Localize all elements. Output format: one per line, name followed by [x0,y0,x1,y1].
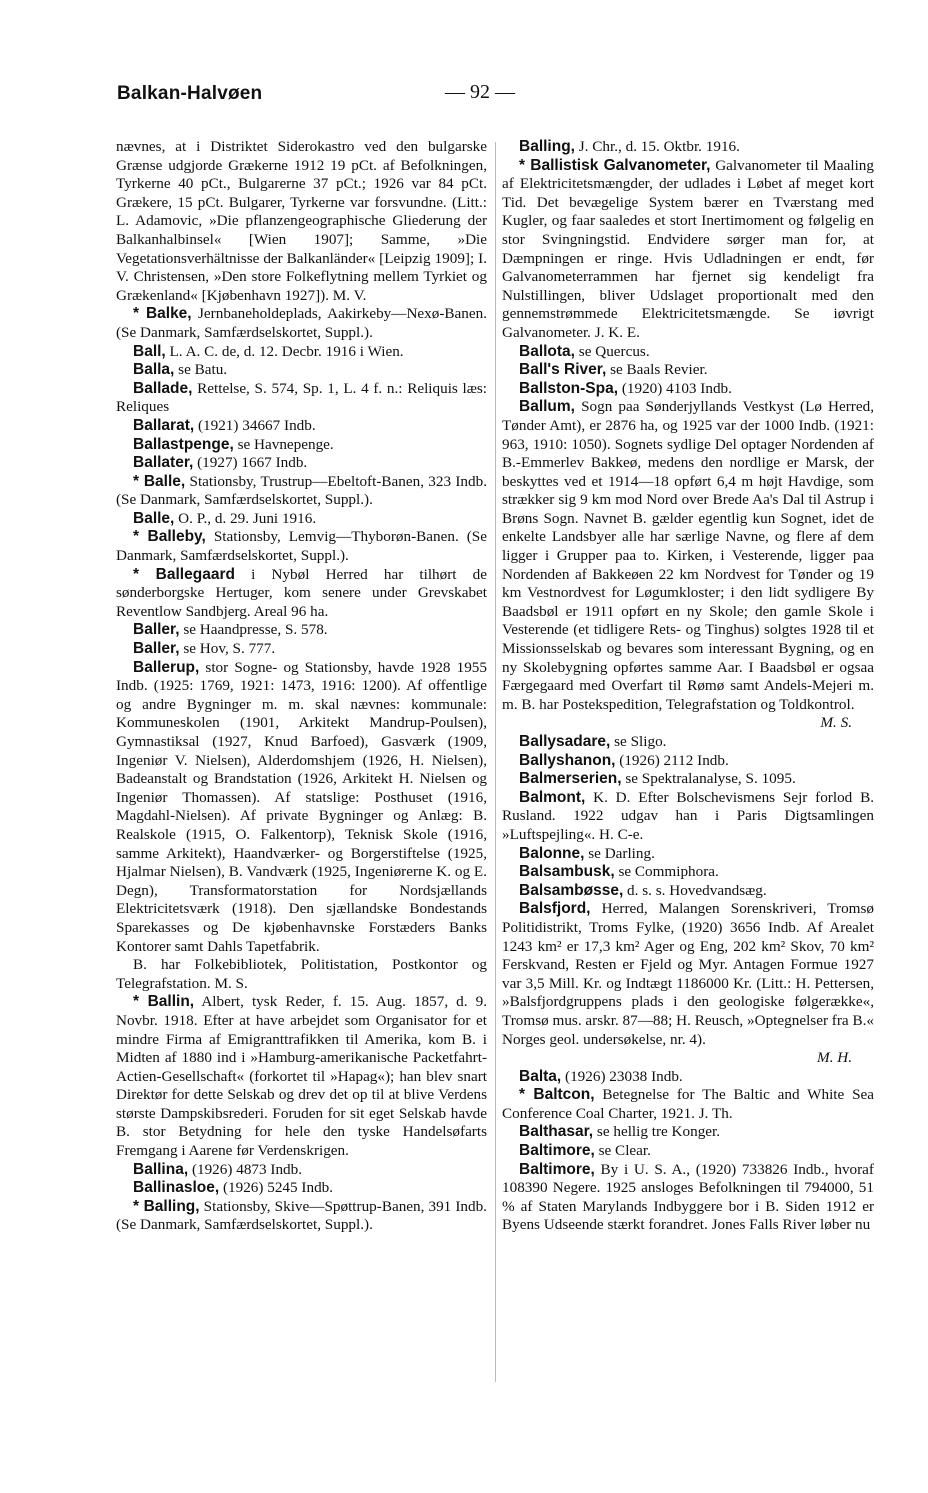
entry-headword: * Ballistisk Galvanometer, [519,156,711,174]
entry-headword: Ball, [133,342,166,360]
entry-text: se Clear. [594,1142,651,1160]
entry-headword: Ballastpenge, [133,435,234,453]
dictionary-entry [116,343,487,362]
entry-text: se Commiphora. [614,863,719,881]
entry-headword: Balthasar, [519,1123,594,1141]
entry-text: se Havnepenge. [233,435,334,453]
entry-text: L. A. C. de, d. 12. Decbr. 1916 i Wien. [165,342,404,360]
entry-text: Herred, Malangen Sorenskriveri, Tromsø Politidistrikt, Troms Fylke, (1920) 3656 Indb. Af Arealet 1243 km² er 17,3 km² Ager og Eng, 202 km² Skov, 70 km² Ferskvand, Resten er Fjeld og Myr. Antagen Formue 1927 var 3,5 Mill. Kr. og Indtægt 1186000 Kr. (Litt.: H. Pettersen, »Balsfjordgruppens plads i den geologiske følgerække«, Tromsø mus. arskr. 87—88; H. Reusch, »Optegnelser fra B.« Norges geol. undersøkelse, nr. 4). [502,900,874,1048]
entry-text: stor Sogne- og Stationsby, havde 1928 1955 Indb. (1925: 1769, 1921: 1473, 1916: 1200). Af offentlige og andre Bygninger m. m. skal nævnes: kommunale: Kommuneskolen (1901, Arkitekt Mandrup-Poulsen), Gymnastiksal (1927, Knud Barfoed), Gasværk (1909, Ingeniør V. Nielsen), Alderdomshjem (1926, H. Nielsen), Badeanstalt og Brandstation (1926, Arkitekt H. Nielsen og Ingeniør Thomassen). Af statslige: Posthuset (1916, Magdahl-Nielsen). Af private Bygninger og Anlæg: B. Realskole (1915, O. Falkentorp), Teknisk Skole (1916, samme Arkitekt), Haandværker- og Borgerstiftelse (1925, Hjalmar Nielsen), B. Vandværk (1925, Ingeniørerne K. og E. Degn), Transformatorstation for Nordsjællands Elektricitetsværk (1918). Den sjællandske Bondestands Sparekasses og De kjøbenhavnske Forstæders Banks Kontorer samt Dahls Tapetfabrik. [116,658,487,955]
entry-text: (1926) 2112 Indb. [615,751,729,769]
dictionary-entry [502,138,874,157]
entry-text: (1926) 4873 Indb. [188,1160,303,1178]
entry-text: O. P., d. 29. Juni 1916. [174,509,317,527]
dictionary-entry [502,361,874,380]
dictionary-entry [502,1086,874,1123]
dictionary-entry [116,138,487,305]
entry-headword: Balonne, [519,844,585,862]
entry-text: M. S. [820,714,852,732]
author-signature [502,714,874,733]
dictionary-entry [116,956,487,993]
entry-text: By i U. S. A., (1920) 733826 Indb., hvoraf 108390 Negere. 1925 ansloges Befolkningen til 794000, 51 % af Staten Marylands Indbyggere bor i B. Siden 1912 er Byens Udseende stærkt forandret. Jones Falls River løber nu [502,1160,874,1234]
dictionary-entry [502,1161,874,1235]
entry-text: Stationsby, Skive—Spøttrup-Banen, 391 Indb. (Se Danmark, Samfærdselskortet, Suppl.). [116,1197,487,1234]
dictionary-entry [502,752,874,771]
entry-text: se Baals Revier. [606,361,708,379]
entry-headword: Baltimore, [519,1160,595,1178]
entry-headword: Balmont, [519,788,586,806]
entry-headword: Ballerup, [133,658,200,676]
dictionary-entry [116,305,487,342]
entry-text: (1921) 34667 Indb. [194,416,316,434]
entry-text: (1926) 23038 Indb. [561,1067,683,1085]
entry-text: Stationsby, Lemvig—Thyborøn-Banen. (Se Danmark, Samfærdselskortet, Suppl.). [116,528,487,565]
entry-text: se Hov, S. 777. [179,640,276,658]
entry-headword: * Balke, [133,305,192,323]
entry-text: J. Chr., d. 15. Oktbr. 1916. [574,138,740,155]
entry-text: Sogn paa Sønderjyllands Vestkyst (Lø Herred, Tønder Amt), er 2876 ha, og 1925 var der 1000 Indb. (1921: 963, 1910: 1050). Sognets sydlige Del optager Nordenden af B.-Emmerlev Bakkeø, medens den nordlige er Marsk, der beskyttes ved et 1914—18 opført 6,4 m højt Havdige, som strækker sig 9 km mod Nord over Brede Aa's Dal til Astrup i Brøns Sogn. Navnet B. gælder egentlig kun Sognet, idet de enkelte Landsbyer alle har særlige Navne, og flere af dem ligger i Grupper paa to. Kirken, i Vesterende, ligger paa Nordenden af Bakkeøen 22 km Nordvest for Tønder og 19 km Vestnordvest for Løgumkloster; i den lidt sydligere By Baadsbøl er 1911 opført en ny Skole; den gamle Skole i Vesterende (et tidligere Rets- og Tinghus) solgtes 1928 til et Missionsselskab og bevares som interessant Bygning, og en ny Skolebygning opførtes samme Aar. I Baadsbøl er ogsaa Færgegaard med Overfart til Rømø samt Andels-Mejeri m. m. B. har Postekspedition, Telegrafstation og Toldkontrol. [502,398,874,713]
entry-text: d. s. s. Hovedvandsæg. [623,881,767,899]
dictionary-entry [502,1123,874,1142]
entry-text: Albert, tysk Reder, f. 15. Aug. 1857, d. 9. Novbr. 1918. Efter at have arbejdet som Organisator for et mindre Firma af Emigranttrafikken til Amerika, kom B. i Midten af 1880 ind i »Hamburg-amerikanische Packetfahrt-Actien-Gesellschaft« (forkortet til »Hapag«); han blev snart Direktør for dette Selskab og drev det op til at blive Verdens største Dampskibsrederi. Foruden for sit eget Selskab havde B. stor Betydning for hele den tyske Handelsøfarts Fremgang i Aarene før Verdenskrigen. [116,993,487,1160]
entry-headword: Ballston-Spa, [519,379,619,397]
entry-headword: Balling, [519,138,575,155]
entry-text: se Haandpresse, S. 578. [179,621,328,639]
dictionary-entry [502,789,874,845]
entry-text: Stationsby, Trustrup—Ebeltoft-Banen, 323 Indb. (Se Danmark, Samfærdselskortet, Suppl.). [116,472,487,509]
entry-text: M. H. [816,1049,852,1067]
entry-headword: Ballysadare, [519,733,611,750]
page-header-title: Balkan-Halvøen [117,83,263,104]
entry-headword: * Balle, [133,472,186,490]
dictionary-entry [502,900,874,1049]
entry-headword: Ballinasloe, [133,1179,220,1197]
entry-headword: Ballyshanon, [519,751,616,769]
entry-headword: * Ballin, [133,993,195,1011]
dictionary-entry [502,882,874,901]
entry-headword: Balmerserien, [519,770,622,788]
entry-headword: Ballarat, [133,416,195,434]
dictionary-entry [502,1068,874,1087]
entry-text: se Spektralanalyse, S. 1095. [621,770,796,788]
entry-headword: * Balleby, [133,528,206,546]
dictionary-entry [116,510,487,529]
dictionary-entry [502,398,874,714]
entry-text: K. D. Efter Bolschevismens Sejr forlod B. Rusland. 1922 udgav han i Paris Digtsamlingen »Luftspejling«. H. C-e. [502,788,874,843]
entry-headword: Baltimore, [519,1142,595,1160]
dictionary-entry [502,733,874,752]
dictionary-entry [116,621,487,640]
entry-text: nævnes, at i Distriktet Siderokastro ved den bulgarske Grænse udgjorde Grækerne 1912 19 pCt. af Befolkningen, Tyrkerne 40 pCt., Bulgarerne 37 pCt.; 1926 var 84 pCt. Grækere, 15 pCt. Bulgarer, Tyrkerne var forsvundne. (Litt.: L. Adamovic, »Die pflanzengeographische Gliederung der Balkanhalbinsel« [Wien 1907]; Samme, »Die Vegetationsverhältnisse der Balkanländer« [Leipzig 1909]; I. V. Christensen, »Den store Folkeflytning mellem Tyrkiet og Grækenland« [Kjøbenhavn 1927]). M. V. [116,138,487,304]
entry-headword: Baller, [133,621,180,639]
dictionary-entry [116,473,487,510]
dictionary-entry [116,659,487,957]
entry-headword: Balsfjord, [519,900,591,918]
entry-headword: Balsambusk, [519,863,615,881]
dictionary-entry [502,845,874,864]
dictionary-entry [116,436,487,455]
entry-headword: Ball's River, [519,361,607,379]
entry-headword: Balta, [519,1067,562,1085]
entry-headword: * Balling, [133,1197,200,1215]
entry-headword: Balsambøsse, [519,881,624,899]
entry-text: se Quercus. [574,342,650,360]
dictionary-entry [116,1179,487,1198]
author-signature [502,1049,874,1068]
dictionary-entry [502,1142,874,1161]
left-column [116,138,487,1235]
entry-headword: Balle, [133,509,175,527]
entry-text: se Batu. [174,361,228,379]
entry-text: se Darling. [584,844,655,862]
dictionary-entry [502,770,874,789]
entry-text: Betegnelse for The Baltic and White Sea Conference Coal Charter, 1921. J. Th. [502,1086,875,1122]
entry-text: se Sligo. [610,733,667,750]
entry-headword: Baller, [133,640,180,658]
dictionary-entry [502,157,874,343]
dictionary-entry [502,343,874,362]
dictionary-entry [116,528,487,565]
dictionary-entry [116,417,487,436]
entry-text: Galvanometer til Maaling af Elektricitetsmængder, der udlades i Løbet af meget kort Tid. Det bevægelige System bærer en Tværstang med Kugler, og faar saaledes et stort Inertimoment og følgelig en stor Svingningstid. Endvidere sørger man for, at Dæmpningen er ringe. Hvis Udladningen er endt, før Galvanometerrammen har fjernet sig kendeligt fra Nulstillingen, bliver Udslaget proportionalt med den gennemstrømmede Elektricitetsmængde. Se iøvrigt Galvanometer. J. K. E. [502,156,874,341]
dictionary-entry [116,454,487,473]
entry-text: i Nybøl Herred har tilhørt de sønderborgske Hertuger, kom senere under Grevskabet Reventlow Sandbjerg. Areal 96 ha. [116,565,487,620]
entry-headword: * Baltcon, [519,1086,595,1104]
entry-text: Jernbaneholdeplads, Aakirkeby—Nexø-Banen. (Se Danmark, Samfærdselskortet, Suppl.). [116,305,487,341]
entry-text: (1927) 1667 Indb. [193,454,308,472]
right-column [502,138,874,1235]
dictionary-entry [116,993,487,1160]
entry-text: (1920) 4103 Indb. [618,379,732,397]
entry-headword: Ballater, [133,454,194,472]
entry-headword: Balla, [133,361,175,379]
entry-headword: Ballota, [519,342,575,360]
dictionary-entry [116,1198,487,1235]
dictionary-entry [116,361,487,380]
dictionary-entry [502,380,874,399]
dictionary-entry [116,380,487,417]
entry-headword: Ballade, [133,379,193,397]
entry-text: B. har Folkebibliotek, Politistation, Postkontor og Telegrafstation. M. S. [116,956,487,992]
entry-headword: Ballina, [133,1160,189,1178]
dictionary-entry [116,566,487,622]
dictionary-entry [116,1161,487,1180]
entry-headword: * Ballegaard [133,565,235,583]
page-number: — 92 — [445,81,515,103]
entry-text: (1926) 5245 Indb. [219,1179,334,1197]
dictionary-entry [502,863,874,882]
entry-headword: Ballum, [519,398,575,416]
entry-text: Rettelse, S. 574, Sp. 1, L. 4 f. n.: Reliquis læs: Reliques [116,379,487,416]
column-divider [495,142,496,1382]
entry-text: se hellig tre Konger. [593,1123,721,1141]
dictionary-entry [116,640,487,659]
